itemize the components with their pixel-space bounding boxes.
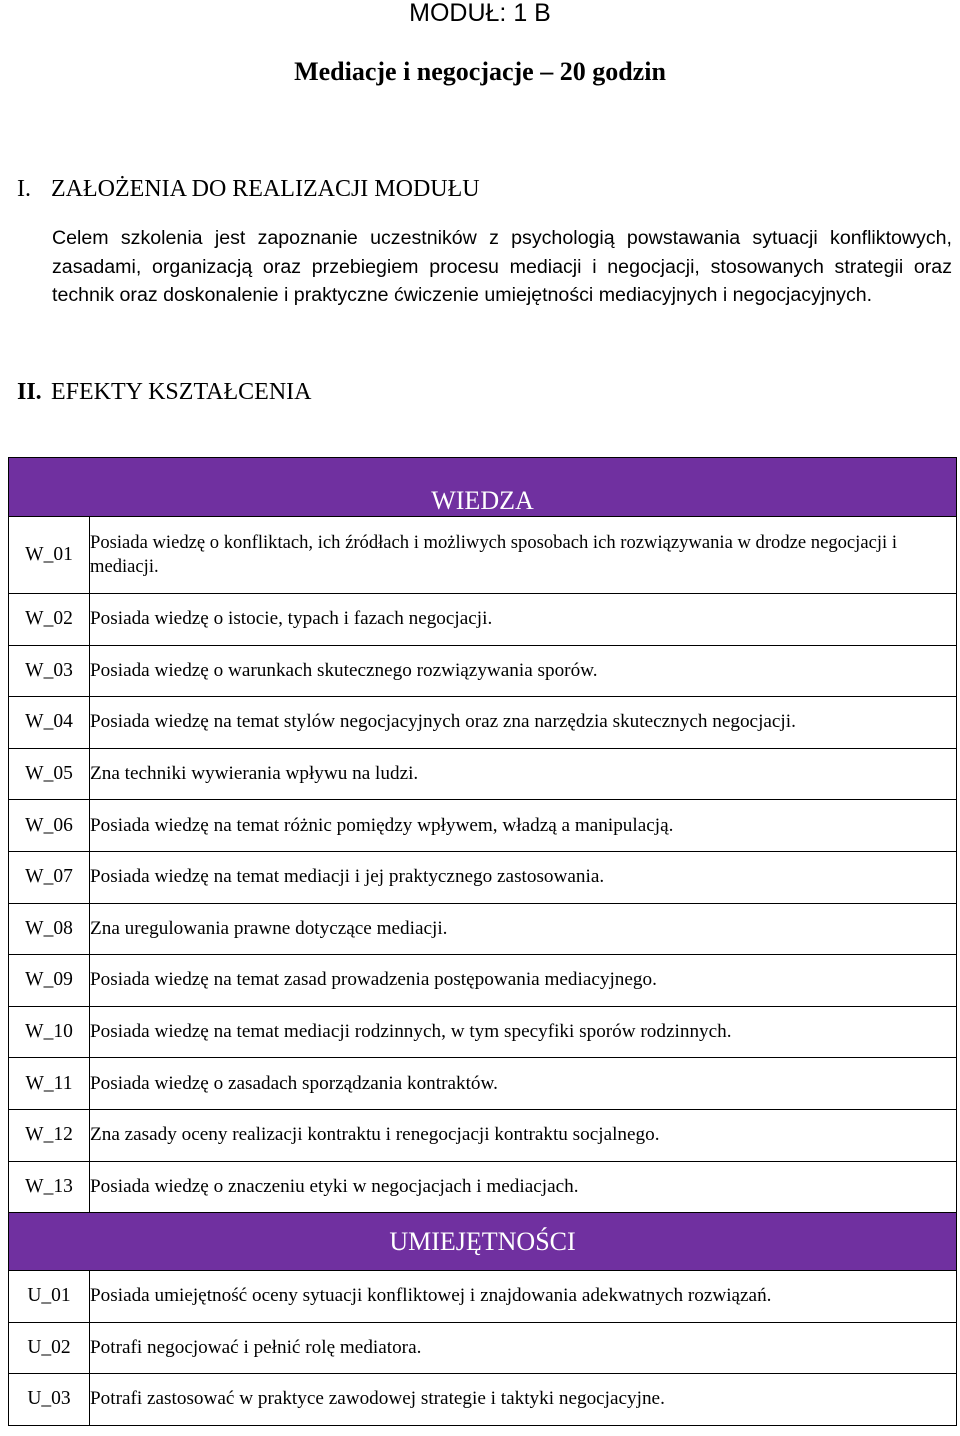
wiedza-code: W_09 (9, 955, 90, 1007)
wiedza-code: W_01 (9, 517, 90, 594)
umiejetnosci-rows (9, 1271, 957, 1426)
wiedza-description: Posiada wiedzę o zasadach sporządzania kontraktów. (90, 1058, 957, 1110)
wiedza-code: W_12 (9, 1109, 90, 1161)
umiejetnosci-code: U_02 (9, 1322, 90, 1374)
wiedza-code: W_07 (9, 851, 90, 903)
course-title: Mediacje i negocjacje – 20 godzin (294, 57, 666, 86)
umiejetnosci-description: Potrafi negocjować i pełnić rolę mediatora. (90, 1322, 957, 1374)
table-row (9, 1271, 957, 1323)
wiedza-code: W_13 (9, 1161, 90, 1213)
wiedza-description: Zna uregulowania prawne dotyczące mediacji. (90, 903, 957, 955)
wiedza-description: Posiada wiedzę o warunkach skutecznego rozwiązywania sporów. (90, 645, 957, 697)
table-row (9, 1161, 957, 1213)
module-title: MODUŁ: 1 B (409, 0, 551, 27)
table-row (9, 955, 957, 1007)
umiejetnosci-code: U_01 (9, 1271, 90, 1323)
wiedza-rows (9, 517, 957, 1213)
wiedza-description: Posiada wiedzę o konfliktach, ich źródłach i możliwych sposobach ich rozwiązywania w drodze negocjacji i mediacji. (90, 517, 957, 594)
wiedza-description: Posiada wiedzę o znaczeniu etyki w negocjacjach i mediacjach. (90, 1161, 957, 1213)
table-row (9, 1374, 957, 1426)
wiedza-description: Posiada wiedzę na temat mediacji rodzinnych, w tym specyfiki sporów rodzinnych. (90, 1006, 957, 1058)
wiedza-code: W_11 (9, 1058, 90, 1110)
umiejetnosci-description: Potrafi zastosować w praktyce zawodowej strategie i taktyki negocjacyjne. (90, 1374, 957, 1426)
wiedza-code: W_10 (9, 1006, 90, 1058)
wiedza-code: W_03 (9, 645, 90, 697)
table-row (9, 851, 957, 903)
wiedza-description: Zna techniki wywierania wpływu na ludzi. (90, 748, 957, 800)
section-heading-1 (17, 175, 480, 203)
section-title-1: ZAŁOŻENIA DO REALIZACJI MODUŁU (51, 176, 480, 202)
wiedza-description: Posiada wiedzę na temat stylów negocjacyjnych oraz zna narzędzia skutecznych negocjacji. (90, 697, 957, 749)
table-row (9, 1058, 957, 1110)
wiedza-code: W_05 (9, 748, 90, 800)
section-heading-2 (17, 378, 312, 406)
table-row (9, 517, 957, 594)
wiedza-header: WIEDZA (9, 458, 957, 517)
section-body-1: Celem szkolenia jest zapoznanie uczestników z psychologią powstawania sytuacji konfliktowych, zasadami, organizacją oraz przebiegiem procesu mediacji i negocjacji, stosowanych strategii oraz technik oraz doskonalenie i praktyczne ćwiczenie umiejętności mediacyjnych i negocjacyjnych. (52, 227, 952, 306)
umiejetnosci-code: U_03 (9, 1374, 90, 1426)
wiedza-description: Posiada wiedzę na temat różnic pomiędzy wpływem, władzą a manipulacją. (90, 800, 957, 852)
wiedza-code: W_04 (9, 697, 90, 749)
wiedza-description: Zna zasady oceny realizacji kontraktu i renegocjacji kontraktu socjalnego. (90, 1109, 957, 1161)
umiejetnosci-description: Posiada umiejętność oceny sytuacji konfliktowej i znajdowania adekwatnych rozwiązań. (90, 1271, 957, 1323)
wiedza-description: Posiada wiedzę na temat zasad prowadzenia postępowania mediacyjnego. (90, 955, 957, 1007)
umiejetnosci-header: UMIEJĘTNOŚCI (9, 1213, 957, 1271)
wiedza-code: W_08 (9, 903, 90, 955)
table-row (9, 1109, 957, 1161)
table-row (9, 1006, 957, 1058)
table-row (9, 903, 957, 955)
table-row (9, 800, 957, 852)
wiedza-code: W_06 (9, 800, 90, 852)
wiedza-code: W_02 (9, 594, 90, 646)
table-row (9, 697, 957, 749)
table-row (9, 748, 957, 800)
section-number-1: I. (17, 176, 31, 202)
wiedza-description: Posiada wiedzę o istocie, typach i fazach negocjacji. (90, 594, 957, 646)
table-row (9, 645, 957, 697)
wiedza-description: Posiada wiedzę na temat mediacji i jej praktycznego zastosowania. (90, 851, 957, 903)
learning-outcomes-table (8, 457, 957, 1426)
table-row (9, 1322, 957, 1374)
section-title-2: EFEKTY KSZTAŁCENIA (51, 379, 312, 405)
section-number-2: II. (17, 379, 42, 405)
table-row (9, 594, 957, 646)
